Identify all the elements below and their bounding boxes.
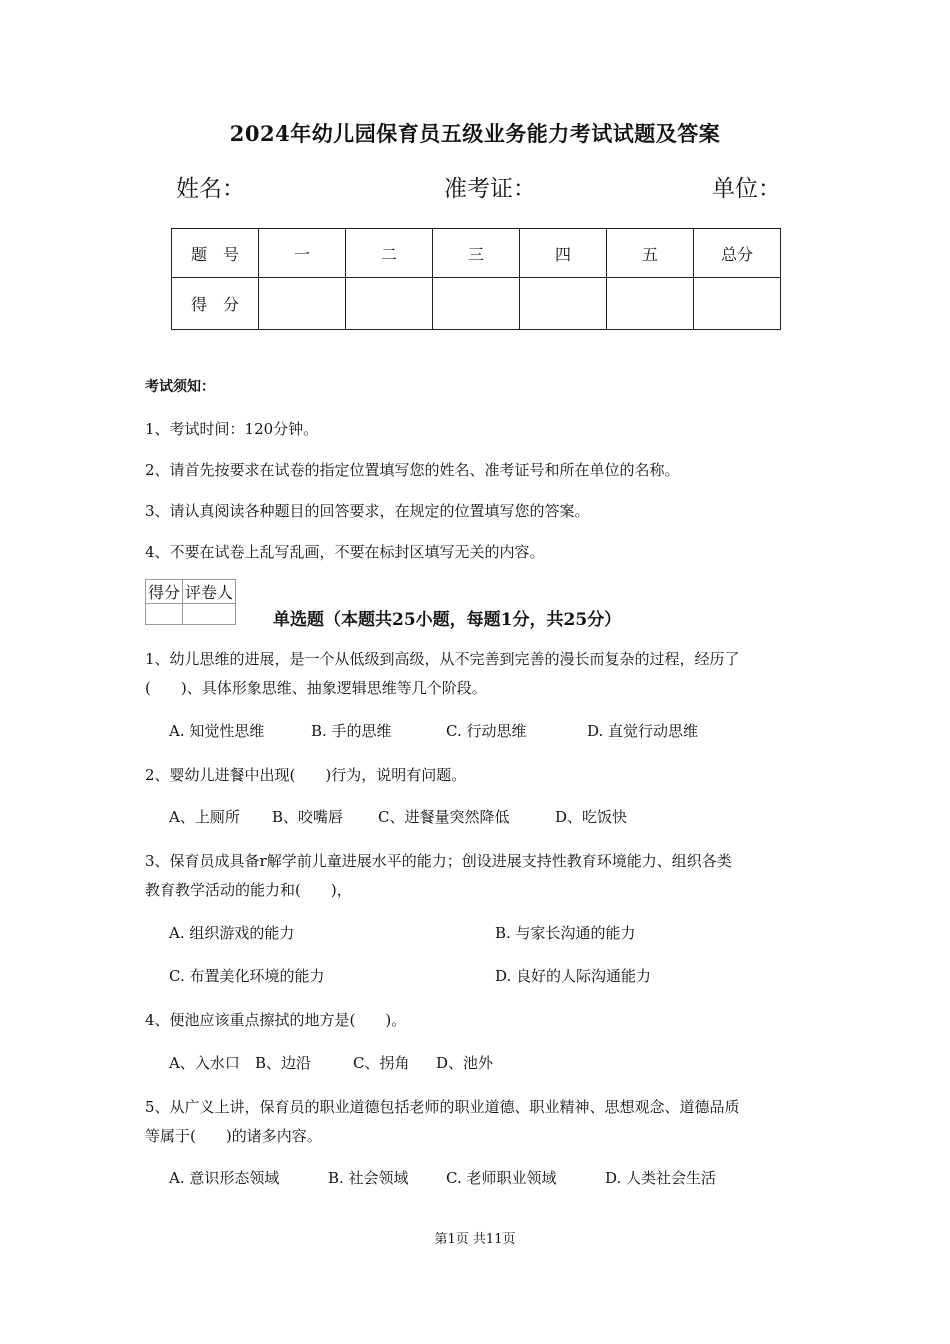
question-2-option-c: C、进餐量突然降低: [378, 808, 510, 826]
score-cell: [694, 278, 781, 330]
exam-id-field-label: 准考证：: [444, 176, 536, 202]
score-cell: [520, 278, 607, 330]
question-3-option-a: A. 组织游戏的能力: [169, 924, 295, 942]
question-2-option-b: B、咬嘴唇: [272, 808, 344, 826]
question-4-option-d: D、池外: [436, 1054, 494, 1072]
name-field-label: 姓名：: [176, 176, 245, 202]
score-header-cell: 四: [520, 229, 607, 278]
question-3-option-c: C. 布置美化环境的能力: [169, 967, 325, 985]
score-header-cell: 三: [433, 229, 520, 278]
score-table-score-row: [172, 278, 781, 330]
score-header-cell: 二: [346, 229, 433, 278]
question-2-option-a: A、上厕所: [169, 808, 240, 826]
unit-field-label: 单位：: [712, 176, 781, 202]
question-1-option-d: D. 直觉行动思维: [587, 722, 699, 740]
score-header-cell: 一: [259, 229, 346, 278]
question-1-option-a: A. 知觉性思维: [169, 722, 265, 740]
question-1-line-2: ( )、具体形象思维、抽象逻辑思维等几个阶段。: [145, 679, 487, 697]
question-2-line-1: 2、婴幼儿进餐中出现( )行为，说明有问题。: [145, 766, 467, 784]
question-1-option-b: B. 手的思维: [311, 722, 392, 740]
question-1-line-1: 1、幼儿思维的进展，是一个从低级到高级，从不完善到完善的漫长而复杂的过程，经历了: [145, 650, 740, 668]
question-5-line-2: 等属于( )的诸多内容。: [145, 1127, 322, 1145]
question-5-line-1: 5、从广义上讲，保育员的职业道德包括老师的职业道德、职业精神、思想观念、道德品质: [145, 1098, 740, 1116]
notice-item: 4、不要在试卷上乱写乱画，不要在标封区填写无关的内容。: [145, 543, 545, 561]
page-footer: 第1页 共11页: [434, 1232, 516, 1247]
score-cell: [607, 278, 694, 330]
grader-score-label: 得分: [146, 580, 183, 604]
question-5-option-a: A. 意识形态领域: [169, 1169, 280, 1187]
question-5-option-b: B. 社会领域: [328, 1169, 409, 1187]
score-cell: [346, 278, 433, 330]
question-4-option-c: C、拐角: [353, 1054, 410, 1072]
notice-item: 2、请首先按要求在试卷的指定位置填写您的姓名、准考证号和所在单位的名称。: [145, 461, 680, 479]
score-header-cell: 五: [607, 229, 694, 278]
question-3-line-1: 3、保育员成具备r解学前儿童进展水平的能力；创设进展支持性教育环境能力、组织各类: [145, 852, 732, 870]
score-header-cell: 总分: [694, 229, 781, 278]
score-cell: [433, 278, 520, 330]
question-4-line-1: 4、便池应该重点擦拭的地方是( )。: [145, 1011, 407, 1029]
question-4-option-b: B、边沿: [255, 1054, 312, 1072]
question-3-option-d: D. 良好的人际沟通能力: [495, 967, 652, 985]
notice-item: 1、考试时间：120分钟。: [145, 420, 319, 438]
score-table: [171, 228, 781, 330]
notice-title: 考试须知：: [145, 379, 215, 395]
question-3-option-b: B. 与家长沟通的能力: [495, 924, 636, 942]
question-3-line-2: 教育教学活动的能力和( )，: [145, 881, 352, 899]
grader-name-cell: [183, 604, 236, 625]
question-5-option-d: D. 人类社会生活: [605, 1169, 717, 1187]
score-row-label: 得 分: [172, 278, 259, 330]
grader-table: [145, 579, 236, 625]
score-cell: [259, 278, 346, 330]
notice-item: 3、请认真阅读各种题目的回答要求，在规定的位置填写您的答案。: [145, 502, 590, 520]
grader-name-label: 评卷人: [183, 580, 236, 604]
page-title: 2024年幼儿园保育员五级业务能力考试试题及答案: [229, 121, 721, 146]
section-title: 单选题（本题共25小题，每题1分，共25分）: [273, 610, 622, 630]
grader-score-cell: [146, 604, 183, 625]
question-4-option-a: A、入水口: [169, 1054, 240, 1072]
question-2-option-d: D、吃饭快: [555, 808, 628, 826]
score-header-cell: 题 号: [172, 229, 259, 278]
score-table-header-row: [172, 229, 781, 278]
question-1-option-c: C. 行动思维: [446, 722, 527, 740]
question-5-option-c: C. 老师职业领域: [446, 1169, 557, 1187]
